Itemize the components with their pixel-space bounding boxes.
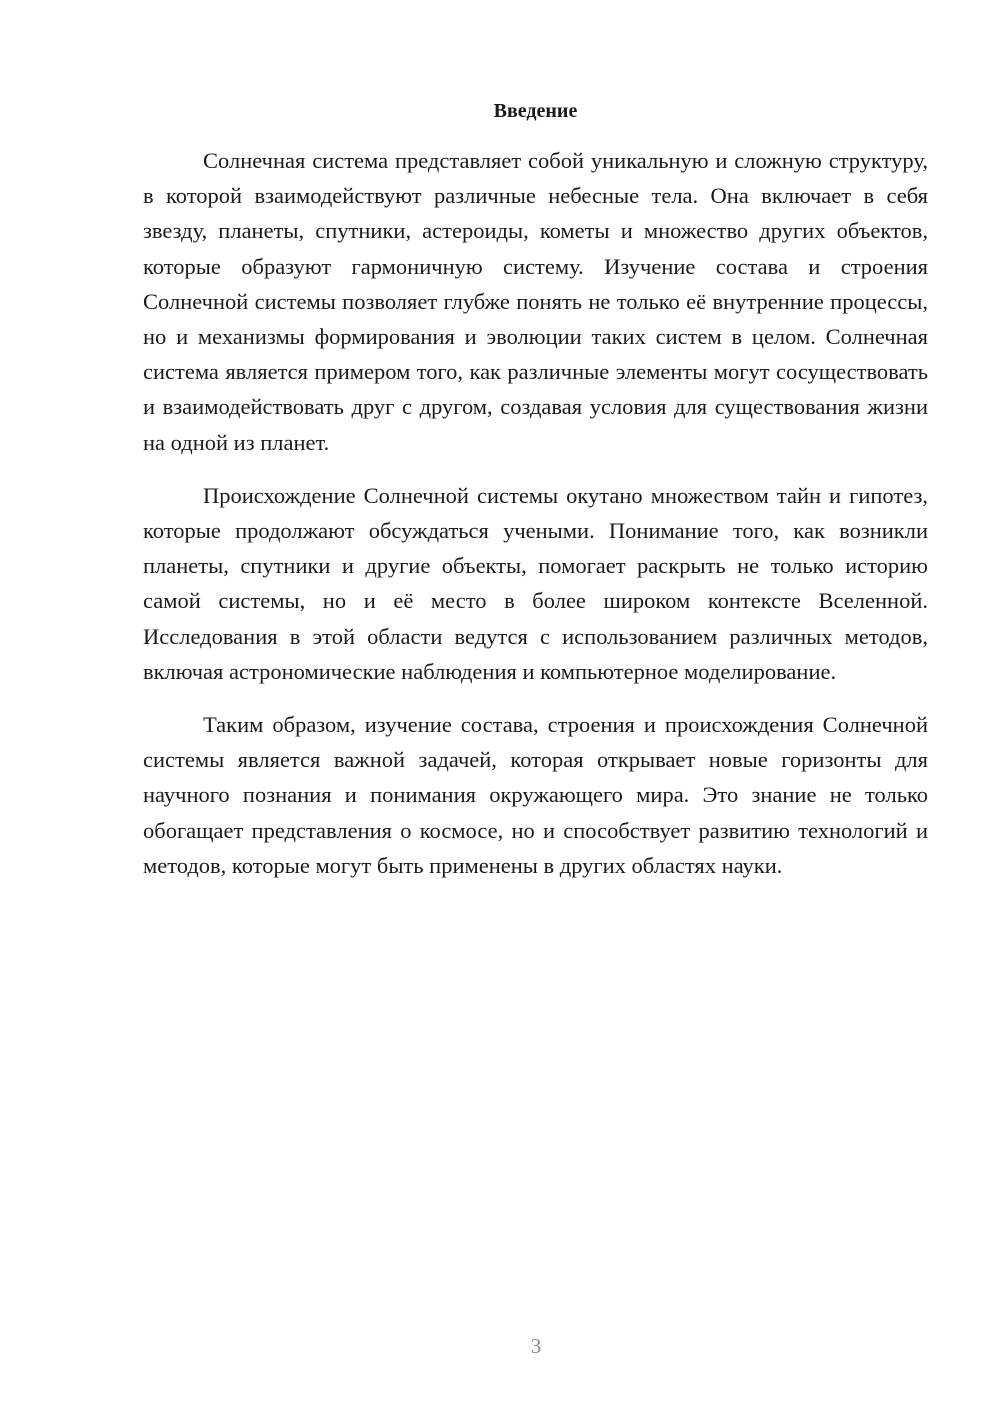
paragraph-1: Солнечная система представляет собой уникальную и сложную структуру, в которой взаимодействуют различные небесные тела. Она включает в себя звезду, планеты, спутники, астероиды, кометы и множество других объектов, которые образуют гармоничную систему. Изучение состава и строения Солнечной системы позволяет глубже понять не только её внутренние процессы, но и механизмы формирования и эволюции таких систем в целом. Солнечная система является примером того, как различные элементы могут сосуществовать и взаимодействовать друг с другом, создавая условия для существования жизни на одной из планет.	[143, 148, 928, 455]
page-number: 3	[530, 1334, 542, 1358]
body-text	[143, 143, 928, 901]
page-title: Введение	[493, 100, 578, 122]
paragraph-2: Происхождение Солнечной системы окутано множеством тайн и гипотез, которые продолжают обсуждаться учеными. Понимание того, как возникли планеты, спутники и другие объекты, помогает раскрыть не только историю самой системы, но и её место в более широком контексте Вселенной. Исследования в этой области ведутся с использованием различных методов, включая астрономические наблюдения и компьютерное моделирование.	[143, 482, 928, 684]
paragraph-3: Таким образом, изучение состава, строения и происхождения Солнечной системы является важной задачей, которая открывает новые горизонты для научного познания и понимания окружающего мира. Это знание не только обогащает представления о космосе, но и способствует развитию технологий и методов, которые могут быть применены в других областях науки.	[143, 712, 928, 878]
